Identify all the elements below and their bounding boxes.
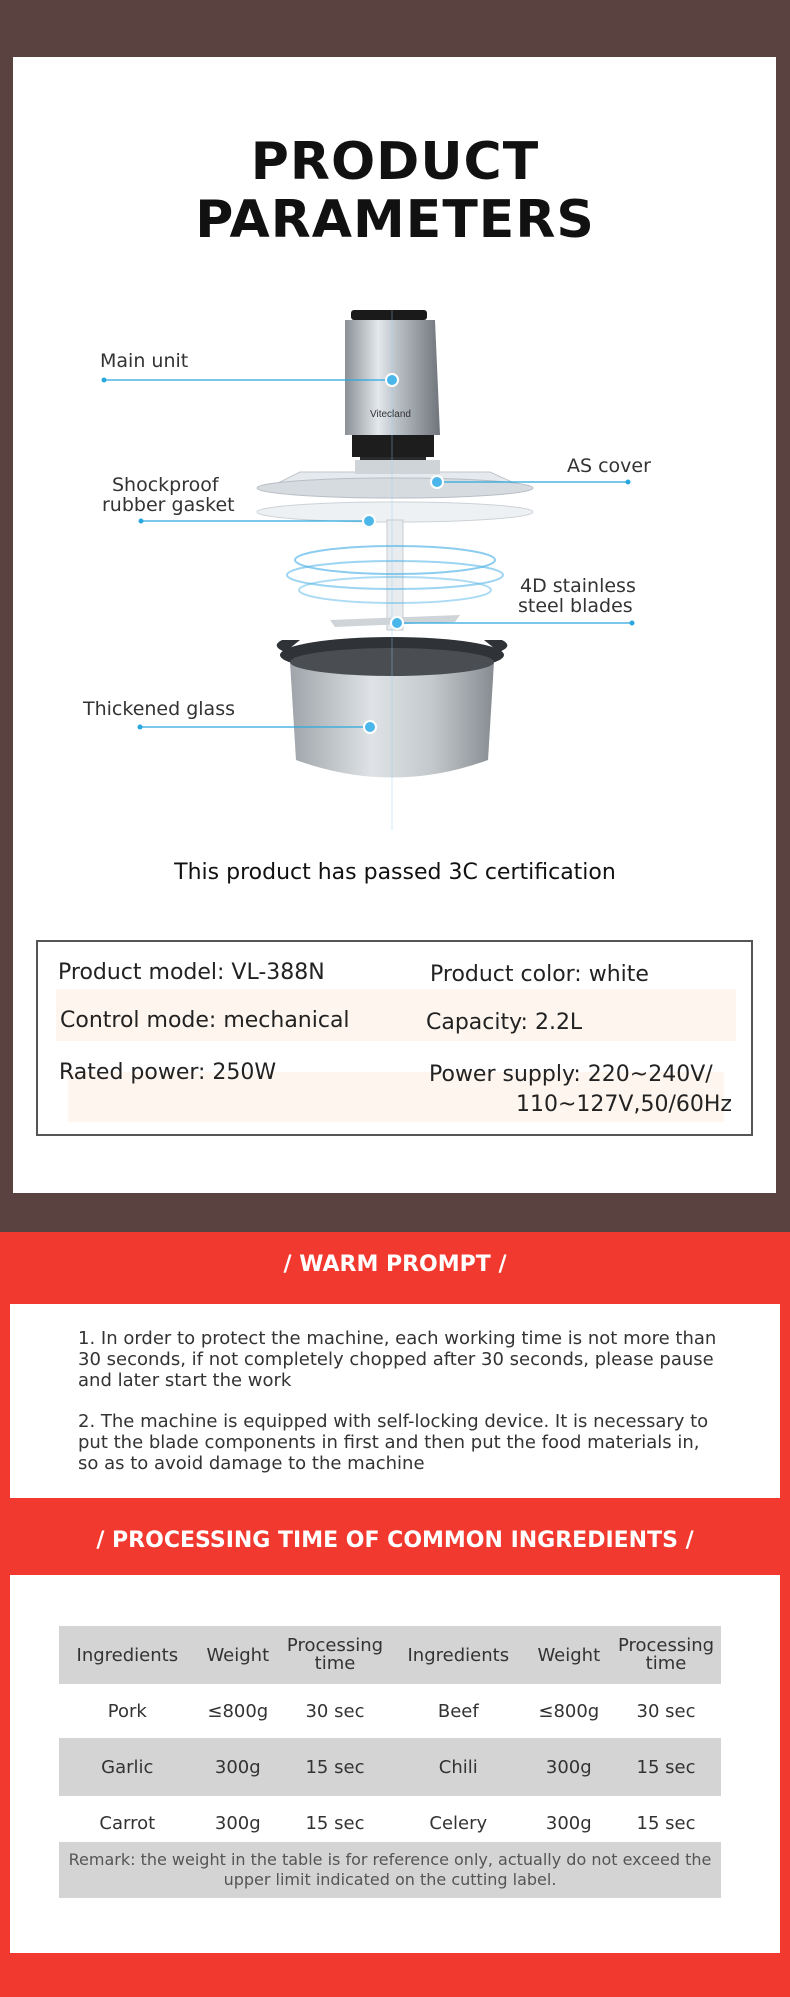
table-remark: Remark: the weight in the table is for reference only, actually do not exceed the upper limit indicated on the cutting label.	[59, 1842, 721, 1898]
chopper-illustration	[0, 290, 790, 850]
callout-glass: Thickened glass	[83, 698, 235, 720]
warm-prompt-item-2: 2. The machine is equipped with self-locking device. It is necessary to put the blade components in first and then put the food materials in, so as to avoid damage to the machine	[78, 1411, 709, 1474]
gasket-part	[257, 502, 533, 522]
spec-model: Product model: VL-388N	[58, 960, 325, 985]
table-cell: 300g	[545, 1756, 592, 1778]
callout-blades-line1: 4D stainless	[520, 575, 636, 597]
spec-supply-line2: 110~127V,50/60Hz	[516, 1092, 732, 1117]
table-cell: ≤800g	[207, 1700, 269, 1722]
spec-control: Control mode: mechanical	[60, 1008, 350, 1033]
spec-supply-line1: Power supply: 220~240V/	[429, 1062, 713, 1087]
table-cell: 15 sec	[305, 1756, 365, 1778]
certification-text: This product has passed 3C certification	[174, 860, 616, 885]
table-header-row	[59, 1626, 721, 1684]
table-cell: Pork	[107, 1700, 147, 1722]
table-cell: Garlic	[101, 1756, 154, 1778]
table-cell: 300g	[545, 1812, 592, 1834]
callout-gasket-line1: Shockproof	[112, 474, 219, 496]
table-cell: Carrot	[99, 1812, 156, 1834]
table-cell: 15 sec	[636, 1756, 696, 1778]
table-header-cell: Weight	[206, 1644, 270, 1666]
processing-table	[59, 1626, 721, 1850]
table-cell: 300g	[214, 1756, 261, 1778]
callout-as-cover: AS cover	[567, 455, 651, 477]
table-cell: ≤800g	[538, 1700, 600, 1722]
table-header-cell: Weight	[537, 1644, 601, 1666]
table-cell: 15 sec	[305, 1812, 365, 1834]
table-cell: 15 sec	[636, 1812, 696, 1834]
warm-prompt-item-1: 1. In order to protect the machine, each working time is not more than 30 seconds, if not completely chopped after 30 seconds, please pause and later start the work	[78, 1328, 717, 1391]
processing-heading: / PROCESSING TIME OF COMMON INGREDIENTS /	[96, 1528, 694, 1553]
page-title-line2: PARAMETERS	[195, 190, 595, 250]
table-header-cell: Processing time	[617, 1635, 715, 1674]
spec-capacity: Capacity: 2.2L	[426, 1010, 583, 1035]
table-row	[59, 1738, 721, 1796]
blades-part	[287, 520, 503, 630]
spec-color: Product color: white	[430, 962, 649, 987]
page-title-line1: PRODUCT	[250, 132, 540, 192]
table-header-cell: Ingredients	[76, 1644, 179, 1666]
warm-prompt-heading: / WARM PROMPT /	[283, 1252, 507, 1277]
table-header-cell: Ingredients	[407, 1644, 510, 1666]
spec-power: Rated power: 250W	[59, 1060, 277, 1085]
table-cell: Chili	[438, 1756, 478, 1778]
as-cover-part	[257, 460, 533, 498]
brand-logo: Vitecland	[370, 409, 411, 420]
table-header-cell: Processing time	[286, 1635, 384, 1674]
table-row	[59, 1684, 721, 1738]
callout-main-unit: Main unit	[100, 350, 189, 372]
table-cell: 300g	[214, 1812, 261, 1834]
table-cell: 30 sec	[636, 1700, 696, 1722]
table-cell: 30 sec	[305, 1700, 365, 1722]
callout-blades-line2: steel blades	[518, 595, 633, 617]
callout-gasket-line2: rubber gasket	[102, 494, 235, 516]
table-cell: Celery	[429, 1812, 488, 1834]
table-cell: Beef	[437, 1700, 479, 1722]
